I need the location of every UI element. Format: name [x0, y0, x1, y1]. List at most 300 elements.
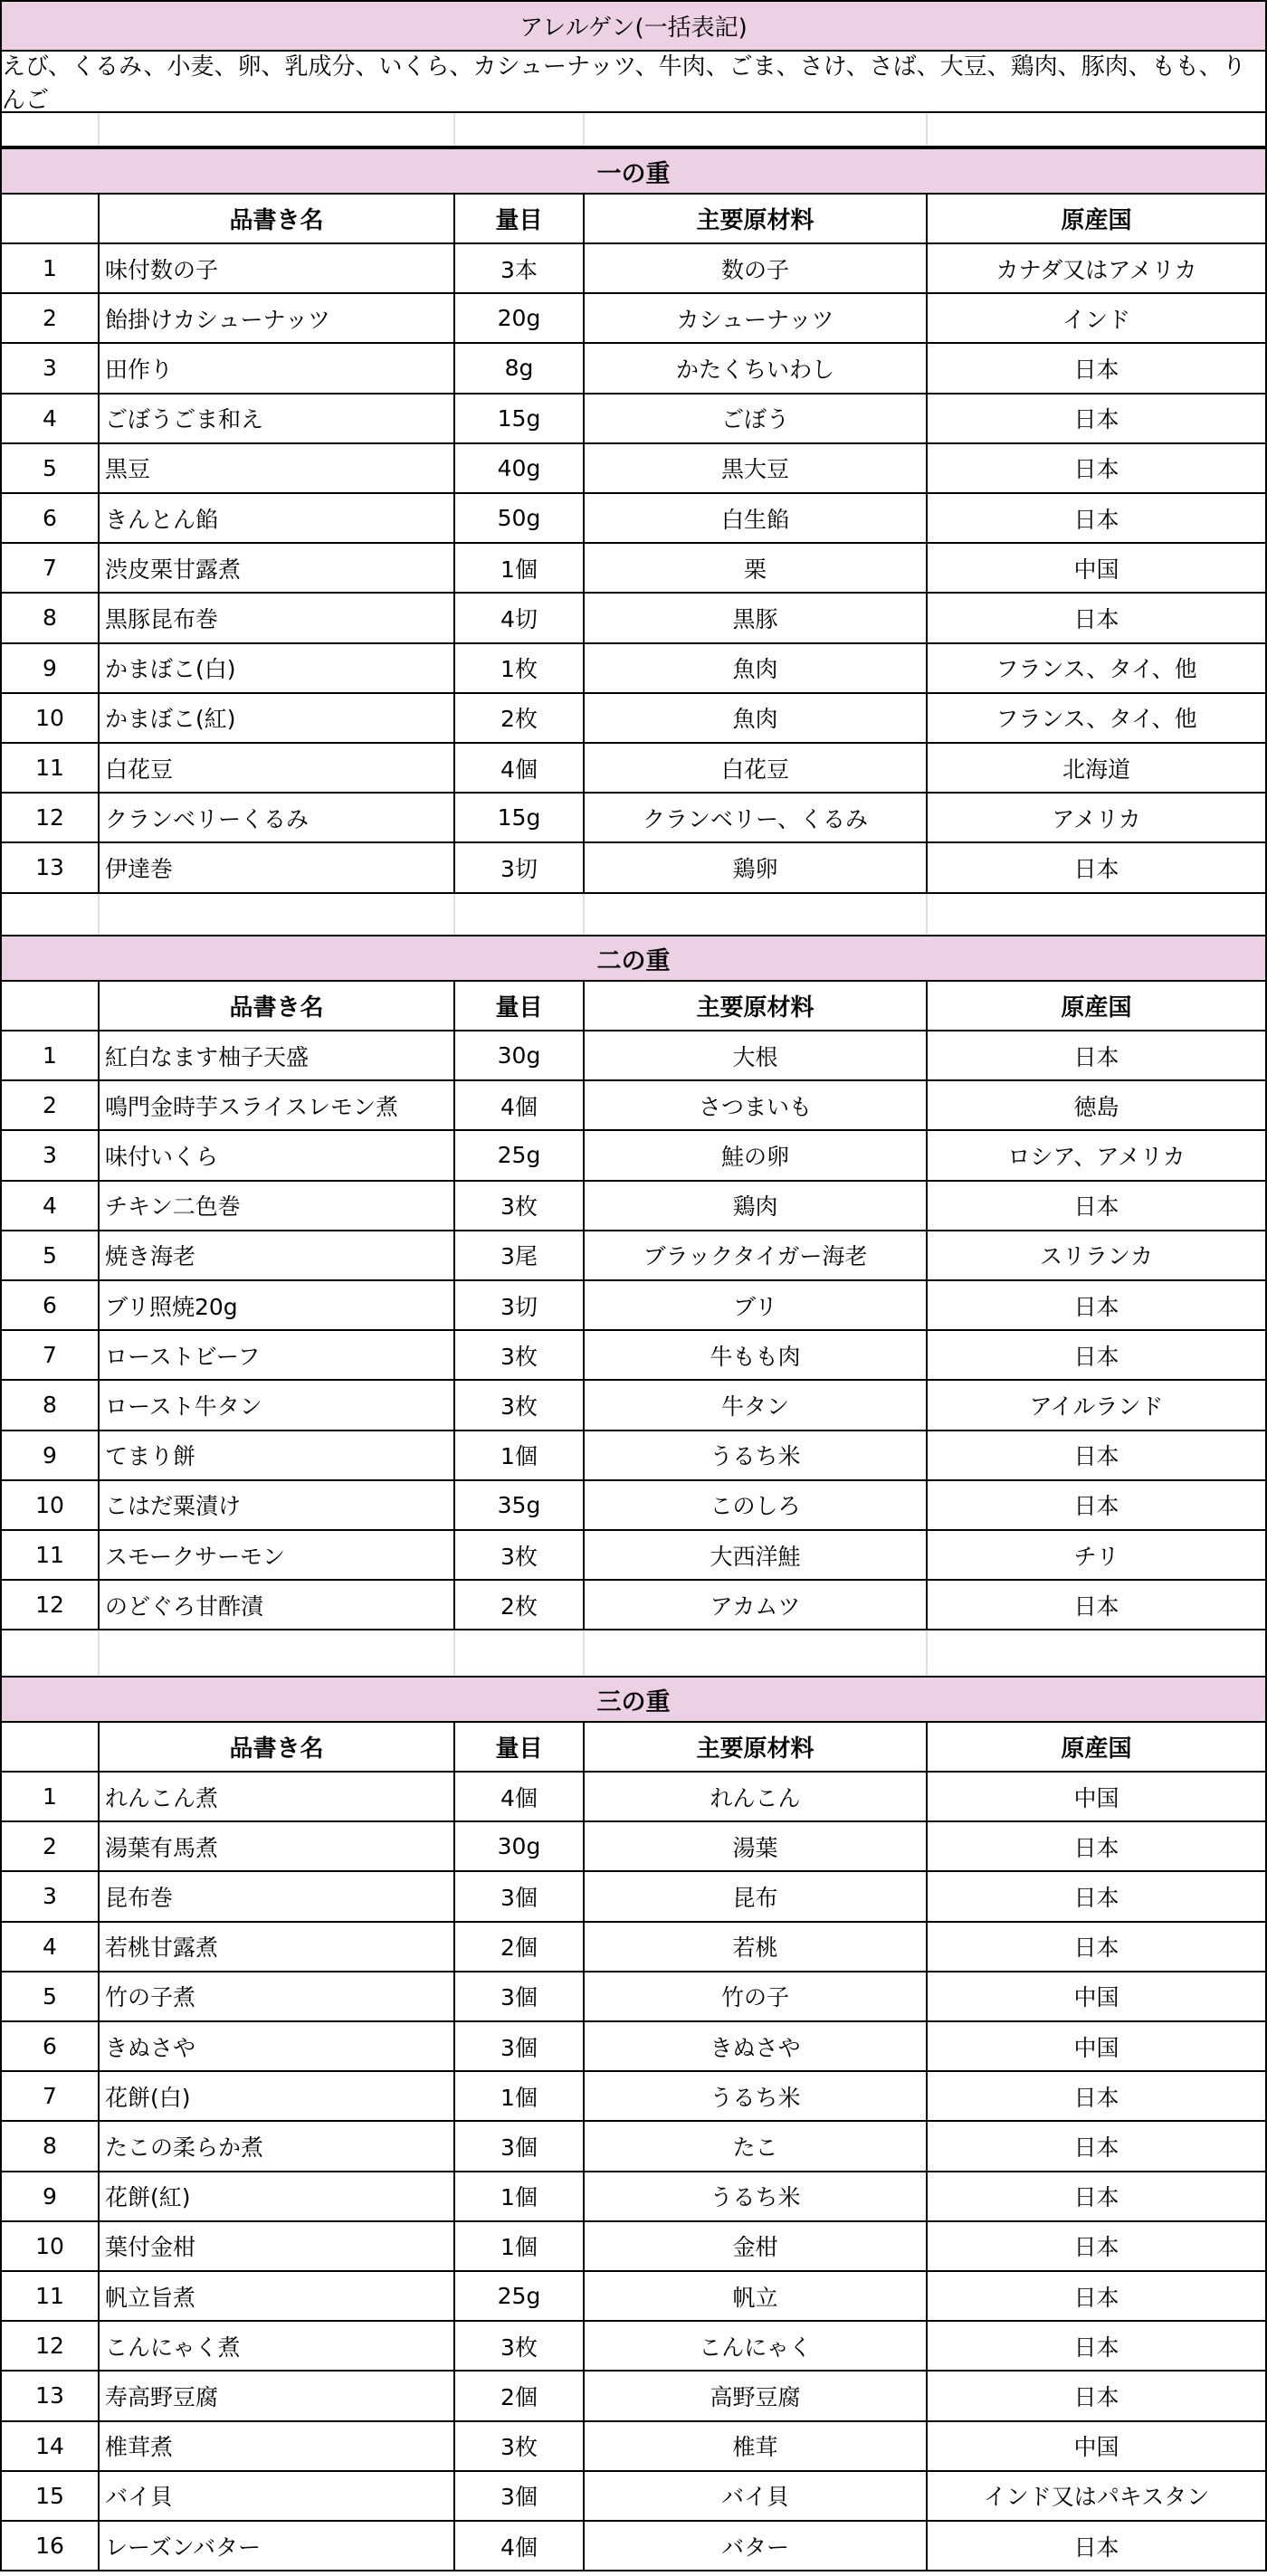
row-number-cell — [0, 2122, 98, 2170]
column-header-quantity — [453, 982, 583, 1030]
table-row — [0, 344, 1267, 394]
table-row — [0, 1773, 1267, 1822]
origin-country-cell — [926, 2122, 1267, 2170]
spacer-row — [0, 1630, 1267, 1676]
quantity-cell — [453, 594, 583, 642]
table-row — [0, 843, 1267, 893]
table-row — [0, 2522, 1267, 2571]
item-name-cell-text: 葉付金柑 — [105, 2234, 196, 2261]
spacer-cell — [453, 113, 583, 146]
origin-country-cell-text: 日本 — [1073, 2334, 1119, 2361]
row-number-cell-text: 2 — [43, 1833, 57, 1860]
row-number-cell-text: 14 — [35, 2432, 64, 2459]
row-number-cell — [0, 1182, 98, 1230]
origin-country-cell-text: 日本 — [1073, 406, 1119, 433]
row-number-cell-text: 5 — [43, 454, 57, 481]
item-name-cell — [98, 1822, 453, 1870]
row-number-cell-text: 3 — [43, 1142, 57, 1169]
main-ingredient-cell-text: 栗 — [743, 556, 767, 583]
main-ingredient-cell-text: 椎茸 — [732, 2434, 778, 2461]
quantity-cell-text: 30g — [497, 1042, 541, 1069]
table-row — [0, 1231, 1267, 1281]
row-number-cell-text: 8 — [43, 1392, 57, 1419]
quantity-cell-text: 3枚 — [500, 1393, 538, 1420]
origin-country-cell — [926, 2222, 1267, 2270]
row-number-cell-text: 10 — [35, 1491, 64, 1518]
item-name-cell-text: ローストビーフ — [105, 1343, 261, 1370]
main-ingredient-cell — [583, 1081, 926, 1129]
quantity-cell — [453, 2322, 583, 2370]
table-row — [0, 1872, 1267, 1922]
origin-country-cell-text: 日本 — [1073, 2533, 1119, 2561]
quantity-cell — [453, 294, 583, 342]
table-row — [0, 744, 1267, 794]
item-name-cell-text: 味付いくら — [105, 1143, 219, 1170]
quantity-cell — [453, 2072, 583, 2120]
table-row — [0, 1081, 1267, 1131]
item-name-cell — [98, 444, 453, 492]
main-ingredient-cell — [583, 394, 926, 442]
row-number-cell — [0, 1822, 98, 1870]
row-number-cell — [0, 294, 98, 342]
quantity-cell-text: 20g — [497, 305, 541, 332]
quantity-cell-text: 1個 — [500, 2184, 538, 2211]
item-name-cell-text: スモークサーモン — [105, 1543, 286, 1570]
main-ingredient-cell — [583, 1531, 926, 1579]
quantity-cell — [453, 1822, 583, 1870]
item-name-cell-text: 帆立旨煮 — [105, 2284, 196, 2311]
quantity-cell-text: 3枚 — [500, 2434, 538, 2461]
origin-country-cell-text: チリ — [1073, 1543, 1119, 1570]
row-number-cell-text: 4 — [43, 1192, 57, 1219]
origin-country-cell-text: フランス、タイ、他 — [996, 656, 1197, 683]
main-ingredient-cell-text: 湯葉 — [732, 1834, 778, 1861]
quantity-cell-text: 25g — [497, 1142, 541, 1169]
table-row — [0, 1581, 1267, 1630]
table-row — [0, 794, 1267, 843]
item-name-cell — [98, 1872, 453, 1920]
column-header-origin-country-text: 原産国 — [1061, 207, 1132, 234]
column-header-origin-country — [926, 982, 1267, 1030]
row-number-cell-text: 11 — [35, 755, 64, 782]
item-name-cell — [98, 2322, 453, 2370]
quantity-cell-text: 40g — [497, 454, 541, 481]
main-ingredient-cell — [583, 2022, 926, 2070]
column-header-quantity — [453, 1723, 583, 1771]
origin-country-cell — [926, 744, 1267, 792]
item-name-cell-text: 飴掛けカシューナッツ — [105, 306, 331, 333]
table-row — [0, 2172, 1267, 2222]
section-title: 三の重 — [596, 1687, 671, 1716]
row-number-cell-text: 9 — [43, 654, 57, 681]
row-number-cell-text: 4 — [43, 1933, 57, 1960]
origin-country-cell-text: 日本 — [1073, 1884, 1119, 1911]
column-header-origin-country — [926, 1723, 1267, 1771]
row-number-cell — [0, 594, 98, 642]
spacer-cell — [453, 894, 583, 935]
origin-country-cell — [926, 694, 1267, 742]
item-name-cell-text: てまり餅 — [105, 1443, 196, 1470]
quantity-cell — [453, 394, 583, 442]
quantity-cell-text: 3個 — [500, 2484, 538, 2511]
spacer-cell — [926, 1630, 1267, 1676]
quantity-cell-text: 1個 — [500, 2084, 538, 2111]
main-ingredient-cell — [583, 1182, 926, 1230]
item-name-cell-text: こはだ粟漬け — [105, 1493, 242, 1520]
row-number-cell-text: 7 — [43, 2083, 57, 2110]
origin-country-cell — [926, 1231, 1267, 1279]
item-name-cell-text: かまぼこ(白) — [105, 656, 236, 683]
quantity-cell-text: 2個 — [500, 1934, 538, 1962]
spacer-cell — [583, 1630, 926, 1676]
row-number-cell — [0, 2422, 98, 2470]
item-name-cell — [98, 244, 453, 292]
quantity-cell-text: 1個 — [500, 1443, 538, 1470]
main-ingredient-cell — [583, 2072, 926, 2120]
quantity-cell — [453, 1131, 583, 1179]
quantity-cell-text: 3枚 — [500, 1343, 538, 1370]
main-ingredient-cell-text: 昆布 — [732, 1884, 778, 1911]
origin-country-cell-text: 日本 — [1073, 2284, 1119, 2311]
quantity-cell — [453, 1872, 583, 1920]
main-ingredient-cell-text: 帆立 — [732, 2284, 778, 2311]
row-number-cell-text: 3 — [43, 355, 57, 382]
item-name-cell-text: きんとん餡 — [105, 506, 219, 533]
table-row — [0, 1331, 1267, 1381]
row-number-cell-text: 12 — [35, 2333, 64, 2360]
spacer-cell — [926, 113, 1267, 146]
quantity-cell-text: 4個 — [500, 2533, 538, 2561]
origin-country-cell-text: 日本 — [1073, 456, 1119, 483]
item-name-cell — [98, 2122, 453, 2170]
item-name-cell-text: ごぼうごま和え — [105, 406, 264, 433]
quantity-cell — [453, 2472, 583, 2520]
main-ingredient-cell — [583, 1281, 926, 1329]
main-ingredient-cell — [583, 1972, 926, 2020]
row-number-cell — [0, 2172, 98, 2220]
item-name-cell — [98, 2472, 453, 2520]
quantity-cell — [453, 694, 583, 742]
main-ingredient-cell-text: うるち米 — [710, 1443, 801, 1470]
main-ingredient-cell-text: れんこん — [710, 1784, 801, 1811]
main-ingredient-cell-text: 鮭の卵 — [720, 1143, 789, 1170]
main-ingredient-cell-text: きぬさや — [710, 2034, 801, 2061]
item-name-cell-text: 味付数の子 — [105, 256, 219, 283]
row-number-cell — [0, 1381, 98, 1429]
item-name-cell-text: 伊達巻 — [105, 855, 174, 882]
origin-country-cell-text: 日本 — [1073, 1293, 1119, 1320]
quantity-cell — [453, 494, 583, 542]
column-header-quantity — [453, 195, 583, 242]
column-header-quantity-text: 量目 — [495, 1735, 543, 1763]
row-number-cell — [0, 1581, 98, 1629]
main-ingredient-cell-text: かたくちいわし — [675, 356, 834, 383]
quantity-cell — [453, 2172, 583, 2220]
origin-country-cell — [926, 1381, 1267, 1429]
column-header-item-name — [98, 1723, 453, 1771]
main-ingredient-cell — [583, 1923, 926, 1971]
row-number-cell-text: 9 — [43, 2182, 57, 2210]
item-name-cell-text: 焼き海老 — [105, 1243, 196, 1270]
main-ingredient-cell — [583, 2522, 926, 2570]
item-name-cell — [98, 1531, 453, 1579]
origin-country-cell — [926, 1182, 1267, 1230]
quantity-cell — [453, 2022, 583, 2070]
main-ingredient-cell-text: 竹の子 — [720, 1984, 789, 2011]
column-header-main-ingredient — [583, 195, 926, 242]
quantity-cell — [453, 1281, 583, 1329]
main-ingredient-cell — [583, 344, 926, 392]
origin-country-cell-text: 日本 — [1073, 1834, 1119, 1861]
origin-country-cell — [926, 2522, 1267, 2570]
column-header-item-name-text: 品書き名 — [229, 207, 324, 234]
quantity-cell — [453, 2372, 583, 2419]
origin-country-cell-text: 日本 — [1073, 855, 1119, 882]
item-name-cell — [98, 1481, 453, 1529]
column-header-origin-country-text: 原産国 — [1061, 994, 1132, 1022]
table-row — [0, 544, 1267, 594]
origin-country-cell — [926, 1581, 1267, 1629]
item-name-cell-text: 竹の子煮 — [105, 1984, 196, 2011]
origin-country-cell — [926, 2422, 1267, 2470]
quantity-cell-text: 35g — [497, 1491, 541, 1518]
origin-country-cell — [926, 1531, 1267, 1579]
table-row — [0, 1281, 1267, 1331]
column-header-origin-country-text: 原産国 — [1061, 1735, 1132, 1763]
item-name-cell — [98, 1431, 453, 1479]
quantity-cell-text: 3本 — [500, 256, 538, 283]
item-name-cell — [98, 2072, 453, 2120]
row-number-cell-text: 6 — [43, 2033, 57, 2060]
item-name-cell — [98, 1923, 453, 1971]
row-number-cell-text: 13 — [35, 854, 64, 881]
row-number-cell — [0, 2522, 98, 2570]
main-ingredient-cell — [583, 1231, 926, 1279]
origin-country-cell-text: 日本 — [1073, 2383, 1119, 2410]
item-name-cell-text: 椎茸煮 — [105, 2434, 174, 2461]
row-number-cell — [0, 2472, 98, 2520]
quantity-cell-text: 3切 — [500, 1293, 538, 1320]
origin-country-cell-text: フランス、タイ、他 — [996, 706, 1197, 733]
main-ingredient-cell-text: ブリ — [732, 1293, 777, 1320]
main-ingredient-cell-text: 鶏卵 — [732, 855, 778, 882]
row-number-cell — [0, 694, 98, 742]
item-name-cell — [98, 394, 453, 442]
origin-country-cell-text: 日本 — [1073, 2134, 1119, 2161]
main-ingredient-cell — [583, 494, 926, 542]
row-number-cell-text: 7 — [43, 555, 57, 582]
item-name-cell — [98, 2022, 453, 2070]
row-number-cell — [0, 644, 98, 692]
item-name-cell-text: 田作り — [105, 356, 174, 383]
quantity-cell-text: 2個 — [500, 2383, 538, 2410]
item-name-cell — [98, 2372, 453, 2419]
column-header-row-number — [0, 982, 98, 1030]
row-number-cell-text: 16 — [35, 2533, 64, 2560]
row-number-cell-text: 12 — [35, 804, 64, 832]
main-ingredient-cell-text: 大根 — [732, 1043, 778, 1070]
column-header-item-name-text: 品書き名 — [229, 994, 324, 1022]
origin-country-cell-text: 日本 — [1073, 1193, 1119, 1221]
quantity-cell — [453, 2122, 583, 2170]
table-row — [0, 1131, 1267, 1181]
table-row — [0, 1822, 1267, 1872]
quantity-cell-text: 4切 — [500, 605, 538, 632]
row-number-cell — [0, 744, 98, 792]
origin-country-cell — [926, 1131, 1267, 1179]
quantity-cell — [453, 1331, 583, 1379]
row-number-cell — [0, 843, 98, 891]
quantity-cell — [453, 1081, 583, 1129]
spacer-cell — [98, 894, 453, 935]
table-row — [0, 394, 1267, 444]
table-row — [0, 2022, 1267, 2072]
row-number-cell-text: 2 — [43, 1092, 57, 1119]
main-ingredient-cell — [583, 244, 926, 292]
item-name-cell-text: クランベリーくるみ — [105, 805, 310, 832]
main-ingredient-cell — [583, 2272, 926, 2320]
origin-country-cell — [926, 2272, 1267, 2320]
row-number-cell — [0, 1281, 98, 1329]
main-ingredient-cell — [583, 594, 926, 642]
row-number-cell-text: 8 — [43, 2133, 57, 2160]
row-number-cell-text: 8 — [43, 604, 57, 632]
item-name-cell-text: こんにゃく煮 — [105, 2334, 241, 2361]
main-ingredient-cell-text: カシューナッツ — [676, 306, 834, 333]
item-name-cell — [98, 2222, 453, 2270]
origin-country-cell-text: 日本 — [1073, 2234, 1119, 2261]
quantity-cell-text: 15g — [497, 404, 541, 432]
item-name-cell — [98, 843, 453, 891]
column-header-row-number — [0, 1723, 98, 1771]
row-number-cell — [0, 1131, 98, 1179]
table-row — [0, 644, 1267, 694]
origin-country-cell — [926, 1872, 1267, 1920]
main-ingredient-cell — [583, 1481, 926, 1529]
item-name-cell — [98, 644, 453, 692]
origin-country-cell-text: 日本 — [1073, 1592, 1119, 1620]
origin-country-cell — [926, 544, 1267, 592]
item-name-cell-text: ブリ照焼20g — [105, 1293, 238, 1320]
spacer-cell — [0, 113, 98, 146]
quantity-cell — [453, 344, 583, 392]
allergen-list-row — [0, 52, 1267, 113]
quantity-cell — [453, 2272, 583, 2320]
row-number-cell — [0, 1972, 98, 2020]
origin-country-cell-text: 日本 — [1073, 1343, 1119, 1370]
table-row — [0, 1481, 1267, 1531]
main-ingredient-cell — [583, 444, 926, 492]
main-ingredient-cell-text: 鶏肉 — [732, 1193, 778, 1221]
item-name-cell — [98, 744, 453, 792]
item-name-cell-text: 寿高野豆腐 — [105, 2383, 219, 2410]
quantity-cell — [453, 1531, 583, 1579]
allergen-list: えび、くるみ、小麦、卵、乳成分、いくら、カシューナッツ、牛肉、ごま、さけ、さば、大豆、鶏肉、豚肉、もも、りんご — [2, 53, 1246, 114]
item-name-cell-text: 湯葉有馬煮 — [105, 1834, 219, 1861]
quantity-cell-text: 8g — [504, 355, 534, 382]
column-header-main-ingredient-text: 主要原材料 — [696, 207, 814, 234]
main-ingredient-cell — [583, 2122, 926, 2170]
quantity-cell-text: 1個 — [500, 556, 538, 583]
main-ingredient-cell — [583, 694, 926, 742]
table-row — [0, 444, 1267, 494]
quantity-cell-text: 3枚 — [500, 2334, 538, 2361]
quantity-cell-text: 2枚 — [500, 706, 538, 733]
item-name-cell — [98, 794, 453, 841]
main-ingredient-cell — [583, 843, 926, 891]
table-row — [0, 1031, 1267, 1081]
spacer-cell — [583, 113, 926, 146]
row-number-cell — [0, 1431, 98, 1479]
origin-country-cell — [926, 644, 1267, 692]
item-name-cell-text: かまぼこ(紅) — [105, 706, 236, 733]
main-ingredient-cell-text: バイ貝 — [720, 2484, 789, 2511]
quantity-cell-text: 3枚 — [500, 1193, 538, 1221]
table-row — [0, 2122, 1267, 2172]
row-number-cell — [0, 1031, 98, 1079]
main-ingredient-cell — [583, 1581, 926, 1629]
table-row — [0, 2422, 1267, 2472]
item-name-cell-text: 渋皮栗甘露煮 — [105, 556, 242, 583]
item-name-cell — [98, 1281, 453, 1329]
quantity-cell-text: 25g — [497, 2283, 541, 2310]
item-name-cell — [98, 1231, 453, 1279]
table-row — [0, 2072, 1267, 2122]
quantity-cell — [453, 1581, 583, 1629]
row-number-cell-text: 3 — [43, 1883, 57, 1910]
origin-country-cell-text: 日本 — [1073, 605, 1119, 632]
origin-country-cell — [926, 344, 1267, 392]
row-number-cell-text: 2 — [43, 305, 57, 332]
item-name-cell — [98, 1081, 453, 1129]
main-ingredient-cell-text: 金柑 — [732, 2234, 778, 2261]
item-name-cell — [98, 544, 453, 592]
main-ingredient-cell-text: アカムツ — [710, 1592, 801, 1620]
item-name-cell-text: 花餅(紅) — [105, 2184, 191, 2211]
main-ingredient-cell-text: 黒豚 — [732, 605, 778, 632]
item-name-cell-text: れんこん煮 — [105, 1784, 219, 1811]
origin-country-cell — [926, 1081, 1267, 1129]
origin-country-cell — [926, 1331, 1267, 1379]
main-ingredient-cell-text: クランベリー、くるみ — [642, 805, 868, 832]
origin-country-cell — [926, 843, 1267, 891]
row-number-cell — [0, 2222, 98, 2270]
item-name-cell — [98, 294, 453, 342]
item-name-cell — [98, 2522, 453, 2570]
section-title-row — [0, 935, 1267, 982]
row-number-cell — [0, 1531, 98, 1579]
row-number-cell-text: 6 — [43, 1292, 57, 1319]
item-name-cell — [98, 494, 453, 542]
spacer-cell — [98, 113, 453, 146]
quantity-cell-text: 1枚 — [500, 656, 538, 683]
quantity-cell — [453, 2222, 583, 2270]
origin-country-cell-text: インド又はパキスタン — [983, 2484, 1210, 2511]
origin-country-cell — [926, 1773, 1267, 1820]
quantity-cell-text: 3個 — [500, 1984, 538, 2011]
item-name-cell — [98, 2272, 453, 2320]
main-ingredient-cell-text: たこ — [732, 2134, 778, 2161]
table-row — [0, 2472, 1267, 2522]
origin-country-cell — [926, 2022, 1267, 2070]
quantity-cell-text: 50g — [497, 505, 541, 532]
row-number-cell-text: 13 — [35, 2382, 64, 2410]
main-ingredient-cell — [583, 1872, 926, 1920]
main-ingredient-cell-text: 白花豆 — [720, 756, 789, 783]
table-row — [0, 1431, 1267, 1481]
row-number-cell — [0, 2022, 98, 2070]
table-row — [0, 1531, 1267, 1581]
